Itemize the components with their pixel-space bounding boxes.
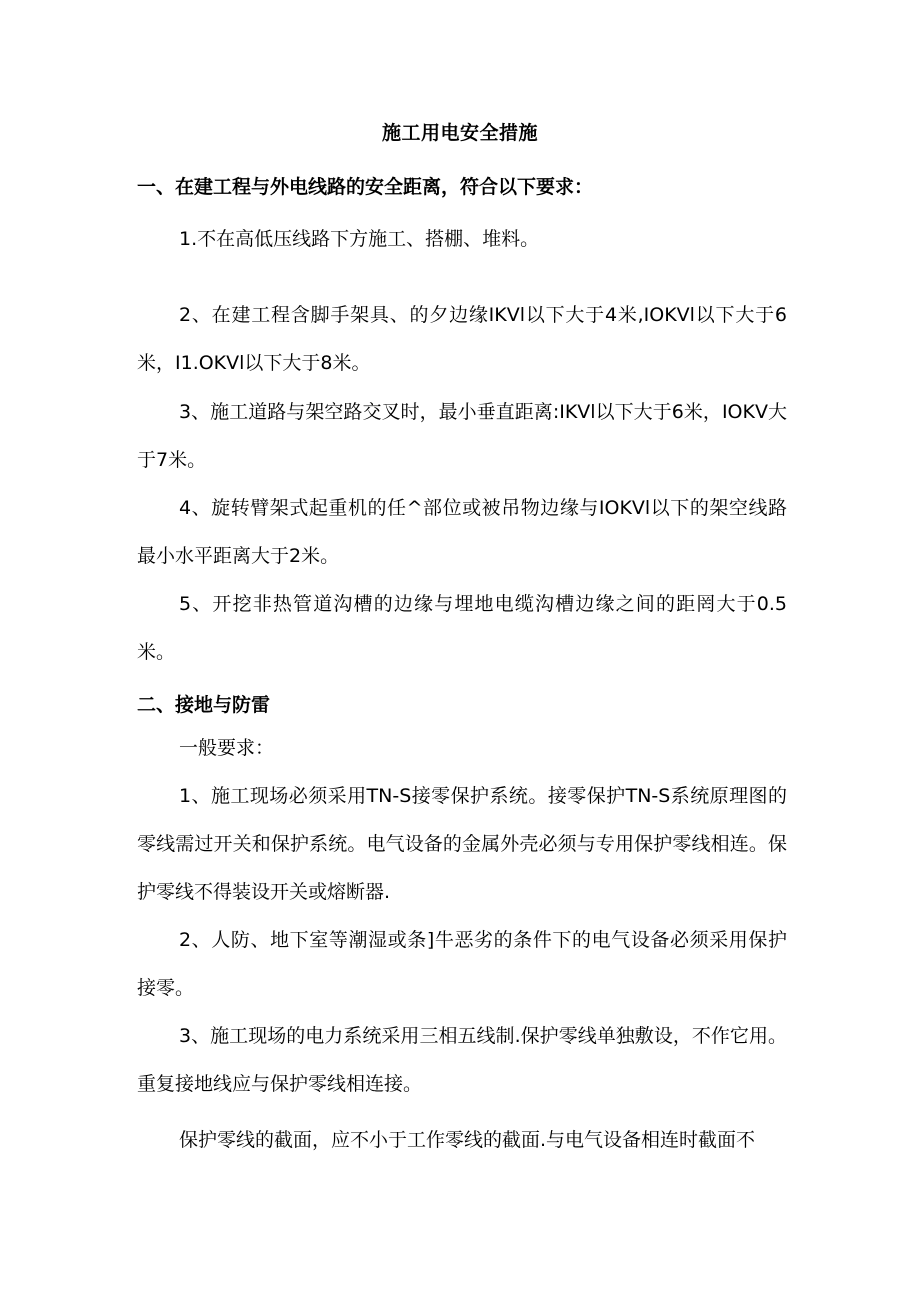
paragraph: 1.不在高低压线路下方施工、搭棚、堆料。 xyxy=(179,228,540,250)
document-title: 施工用电安全措施 xyxy=(381,122,538,144)
paragraph: 2、在建工程含脚手架具、的夕边缘IKVl以下大于4米,IOKVl以下大于6米，I1.OKVl以下大于8米。 xyxy=(137,304,787,374)
paragraph: 一般要求： xyxy=(179,737,275,759)
paragraph: 3、施工现场的电力系统采用三相五线制.保护零线单独敷设，不作它用。重复接地线应与保护零线相连接。 xyxy=(137,1025,787,1095)
paragraph: 保护零线的截面，应不小于工作零线的截面.与电气设备相连时截面不 xyxy=(179,1129,756,1151)
section-heading-2: 二、接地与防雷 xyxy=(137,694,271,716)
paragraph: 3、施工道路与架空路交叉时，最小垂直距离:IKVl以下大于6米，IOKV大于7米。 xyxy=(137,401,787,471)
section-heading-1: 一、在建工程与外电线路的安全距离，符合以下要求： xyxy=(137,176,594,198)
paragraph: 5、开挖非热管道沟槽的边缘与埋地电缆沟槽边缘之间的距罔大于0.5米。 xyxy=(137,593,787,663)
paragraph: 1、施工现场必须采用TN-S接零保护系统。接零保护TN-S系统原理图的零线需过开关和保护系统。电气设备的金属外壳必须与专用保护零线相连。保护零线不得装设开关或熔断器. xyxy=(137,785,787,903)
paragraph: 4、旋转臂架式起重机的任^部位或被吊物边缘与IOKVl以下的架空线路最小水平距离大于2米。 xyxy=(137,497,787,567)
paragraph: 2、人防、地下室等潮湿或条]牛恶劣的条件下的电气设备必须采用保护接零。 xyxy=(137,929,787,999)
